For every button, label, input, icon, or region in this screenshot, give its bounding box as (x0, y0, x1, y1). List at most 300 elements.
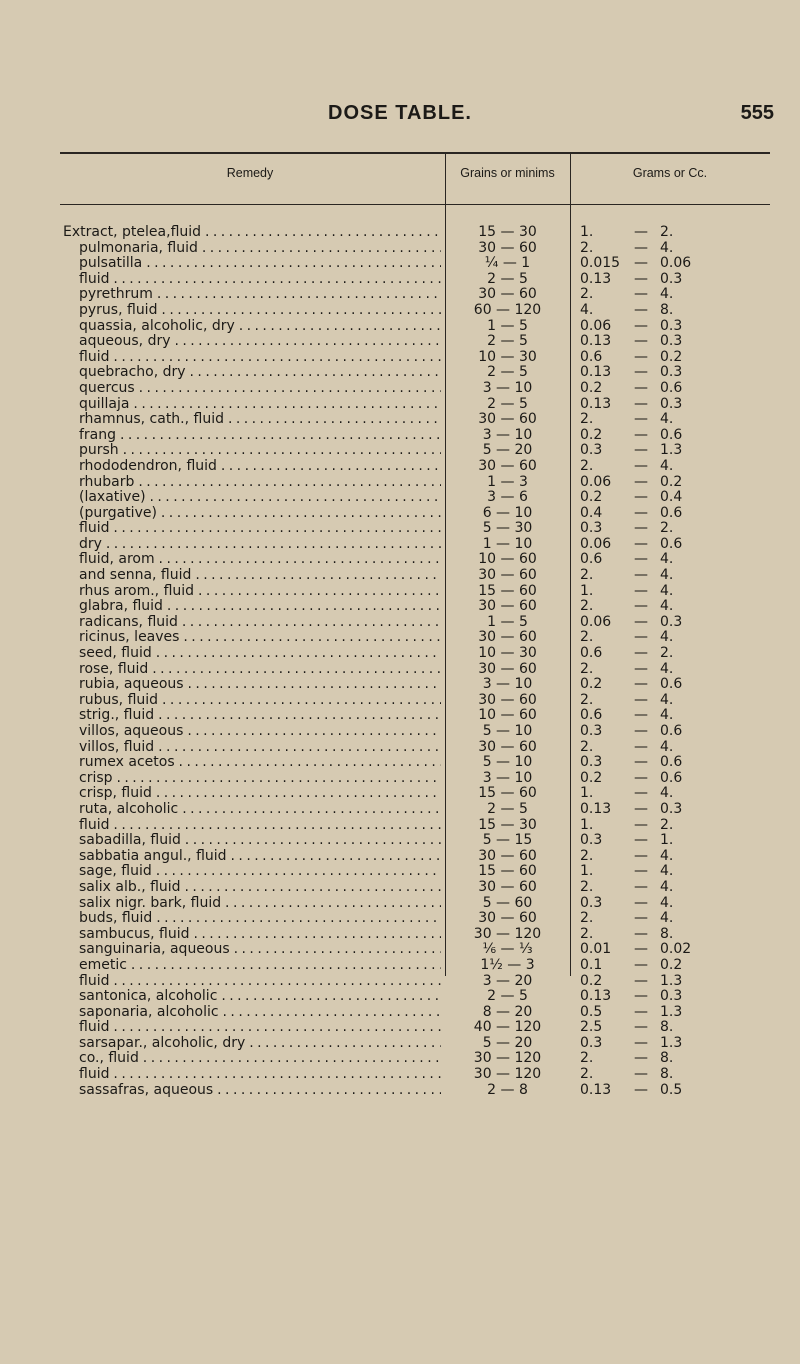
grains-cell: 3 — 10 (482, 426, 533, 443)
grams-low: 0.2 (580, 379, 603, 396)
range-dash: — (634, 645, 648, 662)
grains-cell: 2 — 5 (487, 800, 528, 817)
remedy-cell: rubus, fluid . . . (79, 693, 441, 709)
grains-cell: 3 — 10 (482, 379, 533, 396)
grains-cell: 30 — 60 (478, 910, 537, 927)
grams-high: 8. (660, 925, 674, 942)
remedy-cell: fluid . . . (79, 350, 441, 366)
grams-high: 4. (660, 582, 674, 599)
range-dash: — (634, 489, 648, 506)
range-dash: — (634, 457, 648, 474)
remedy-cell: fluid . . . (79, 521, 441, 537)
remedy-cell: rhododendron, fluid . . . (79, 459, 441, 475)
grains-cell: 5 — 10 (482, 723, 533, 739)
grains-cell: 5 — 10 (482, 754, 533, 771)
grams-low: 2. (580, 660, 594, 677)
grains-cell: 10 — 30 (478, 348, 537, 365)
table-row (0, 1005, 800, 1021)
table-row (0, 1020, 800, 1036)
grams-low: 2. (580, 239, 594, 256)
remedy-cell: strig., fluid . . . (79, 708, 441, 724)
range-dash: — (634, 629, 648, 646)
grams-low: 2. (580, 910, 594, 927)
range-dash: — (634, 613, 648, 630)
remedy-cell: (laxative) . . . (79, 490, 441, 506)
range-dash: — (634, 551, 648, 568)
range-dash: — (634, 301, 648, 318)
grams-high: 0.3 (660, 395, 683, 412)
grains-cell: 10 — 60 (478, 551, 537, 568)
remedy-cell: glabra, fluid . . . (79, 599, 441, 615)
range-dash: — (634, 832, 648, 849)
grains-cell: 30 — 120 (473, 925, 542, 942)
grams-low: 2. (580, 878, 594, 895)
range-dash: — (634, 224, 648, 240)
grams-high: 4. (660, 286, 674, 303)
dose-table-body (0, 225, 800, 1098)
table-row (0, 849, 800, 865)
remedy-cell: quillaja . . . (79, 397, 441, 413)
remedy-cell: crisp, fluid . . . (79, 786, 441, 802)
range-dash: — (634, 972, 648, 989)
range-dash: — (634, 863, 648, 880)
remedy-cell: sage, fluid . . . (79, 864, 441, 880)
grams-low: 2. (580, 847, 594, 864)
table-column-headings (0, 166, 800, 190)
table-row (0, 833, 800, 849)
grams-high: 0.02 (660, 941, 692, 958)
range-dash: — (634, 442, 648, 459)
grams-high: 0.06 (660, 255, 692, 272)
range-dash: — (634, 754, 648, 771)
range-dash: — (634, 800, 648, 817)
grams-high: 2. (660, 224, 674, 240)
grains-cell: 30 — 60 (478, 691, 537, 708)
grains-cell: 2 — 5 (487, 988, 528, 1005)
remedy-cell: salix alb., fluid . . . (79, 880, 441, 896)
grains-cell: 1½ — 3 (480, 956, 535, 973)
range-dash: — (634, 1081, 648, 1098)
page-header (0, 102, 800, 136)
remedy-cell: ricinus, leaves . . . (79, 630, 441, 646)
grams-low: 1. (580, 785, 594, 802)
range-dash: — (634, 738, 648, 755)
table-row (0, 755, 800, 771)
grams-low: 0.6 (580, 707, 603, 724)
grams-low: 0.06 (580, 535, 612, 552)
remedy-cell: saponaria, alcoholic . . . (79, 1005, 441, 1021)
grams-low: 0.2 (580, 489, 603, 506)
range-dash: — (634, 878, 648, 895)
grains-cell: 30 — 60 (478, 878, 537, 895)
grains-cell: 1 — 3 (487, 473, 528, 490)
grains-cell: 40 — 120 (473, 1019, 542, 1036)
remedy-cell: aqueous, dry . . . (79, 334, 441, 350)
table-row (0, 584, 800, 600)
range-dash: — (634, 988, 648, 1005)
table-row (0, 740, 800, 756)
range-dash: — (634, 364, 648, 381)
range-dash: — (634, 598, 648, 615)
grains-cell: 15 — 60 (478, 785, 537, 802)
table-row (0, 412, 800, 428)
grains-cell: 5 — 30 (482, 520, 533, 537)
grains-cell: 30 — 60 (478, 629, 537, 646)
grains-cell: 30 — 60 (478, 738, 537, 755)
grains-cell: 15 — 60 (478, 582, 537, 599)
remedy-cell: villos, aqueous . . . (79, 724, 441, 740)
table-row (0, 225, 800, 241)
grains-cell: 5 — 15 (482, 832, 533, 849)
remedy-cell: santonica, alcoholic . . . (79, 989, 441, 1005)
range-dash: — (634, 286, 648, 303)
grains-cell: 60 — 120 (473, 301, 542, 318)
remedy-cell: pursh . . . (79, 443, 441, 459)
remedy-cell: sanguinaria, aqueous . . . (79, 942, 441, 958)
range-dash: — (634, 723, 648, 739)
table-row (0, 256, 800, 272)
grams-low: 4. (580, 301, 594, 318)
range-dash: — (634, 270, 648, 287)
table-row (0, 911, 800, 927)
grams-low: 2. (580, 457, 594, 474)
range-dash: — (634, 925, 648, 942)
grams-low: 0.13 (580, 395, 612, 412)
grams-low: 1. (580, 863, 594, 880)
remedy-cell: emetic . . . (79, 958, 441, 974)
table-row (0, 786, 800, 802)
range-dash: — (634, 567, 648, 584)
grams-high: 0.3 (660, 800, 683, 817)
page-title: DOSE TABLE. (328, 102, 472, 124)
grains-cell: 3 — 10 (482, 769, 533, 786)
remedy-cell: crisp . . . (79, 771, 441, 787)
table-row (0, 537, 800, 553)
table-header-rule (60, 204, 770, 205)
grams-low: 0.13 (580, 333, 612, 350)
range-dash: — (634, 426, 648, 443)
remedy-cell: fluid . . . (79, 1067, 441, 1083)
grams-low: 0.3 (580, 832, 603, 849)
table-row (0, 599, 800, 615)
table-row (0, 287, 800, 303)
range-dash: — (634, 333, 648, 350)
grams-low: 0.13 (580, 1081, 612, 1098)
remedy-cell: sassafras, aqueous . . . (79, 1083, 441, 1099)
grains-cell: 3 — 10 (482, 676, 533, 693)
remedy-cell: ruta, alcoholic . . . (79, 802, 441, 818)
grams-high: 4. (660, 691, 674, 708)
remedy-cell: fluid . . . (79, 1020, 441, 1036)
table-row (0, 724, 800, 740)
grains-cell: 30 — 120 (473, 1066, 542, 1083)
remedy-cell: sarsapar., alcoholic, dry . . . (79, 1036, 441, 1052)
range-dash: — (634, 660, 648, 677)
grams-low: 2. (580, 738, 594, 755)
table-row (0, 490, 800, 506)
remedy-cell: fluid . . . (79, 818, 441, 834)
table-row (0, 241, 800, 257)
grams-low: 0.3 (580, 442, 603, 459)
grams-low: 0.2 (580, 769, 603, 786)
remedy-cell: rhubarb . . . (79, 475, 441, 491)
table-row (0, 864, 800, 880)
table-row (0, 1036, 800, 1052)
grams-low: 0.2 (580, 426, 603, 443)
remedy-cell: rhus arom., fluid . . . (79, 584, 441, 600)
range-dash: — (634, 941, 648, 958)
grams-high: 4. (660, 847, 674, 864)
table-row (0, 989, 800, 1005)
range-dash: — (634, 379, 648, 396)
grams-high: 0.3 (660, 613, 683, 630)
grams-high: 1.3 (660, 442, 683, 459)
grams-low: 0.3 (580, 894, 603, 911)
grains-cell: 30 — 60 (478, 847, 537, 864)
remedy-cell: quercus . . . (79, 381, 441, 397)
range-dash: — (634, 894, 648, 911)
grams-high: 4. (660, 863, 674, 880)
grains-cell: 30 — 60 (478, 457, 537, 474)
grams-low: 0.2 (580, 972, 603, 989)
grams-low: 2. (580, 629, 594, 646)
grams-high: 0.2 (660, 956, 683, 973)
grams-low: 0.13 (580, 800, 612, 817)
grams-low: 2. (580, 598, 594, 615)
grams-low: 0.13 (580, 364, 612, 381)
table-row (0, 942, 800, 958)
table-row (0, 662, 800, 678)
grains-cell: 30 — 60 (478, 567, 537, 584)
range-dash: — (634, 816, 648, 833)
table-row (0, 443, 800, 459)
grams-high: 4. (660, 411, 674, 428)
range-dash: — (634, 676, 648, 693)
grains-cell: 10 — 30 (478, 645, 537, 662)
remedy-cell: villos, fluid . . . (79, 740, 441, 756)
table-row (0, 552, 800, 568)
grams-high: 4. (660, 551, 674, 568)
grains-cell: 30 — 60 (478, 660, 537, 677)
remedy-cell: pyrus, fluid . . . (79, 303, 441, 319)
range-dash: — (634, 504, 648, 521)
range-dash: — (634, 910, 648, 927)
table-row (0, 693, 800, 709)
grams-high: 0.6 (660, 676, 683, 693)
grains-cell: 1 — 5 (487, 613, 528, 630)
grains-cell: 5 — 60 (482, 894, 533, 911)
range-dash: — (634, 239, 648, 256)
range-dash: — (634, 317, 648, 334)
range-dash: — (634, 847, 648, 864)
grains-cell: 30 — 60 (478, 239, 537, 256)
grams-high: 1.3 (660, 1003, 683, 1020)
grams-high: 0.5 (660, 1081, 683, 1098)
column-heading-grams: Grams or Cc. (632, 166, 708, 180)
table-row (0, 334, 800, 350)
grains-cell: 1 — 10 (482, 535, 533, 552)
range-dash: — (634, 1003, 648, 1020)
grams-low: 2. (580, 411, 594, 428)
grams-high: 1.3 (660, 1034, 683, 1051)
grams-low: 1. (580, 816, 594, 833)
grams-low: 0.2 (580, 676, 603, 693)
grams-low: 0.6 (580, 348, 603, 365)
range-dash: — (634, 473, 648, 490)
remedy-cell: pyrethrum . . . (79, 287, 441, 303)
range-dash: — (634, 707, 648, 724)
grams-low: 0.6 (580, 645, 603, 662)
table-row (0, 615, 800, 631)
table-row (0, 708, 800, 724)
range-dash: — (634, 1050, 648, 1067)
remedy-cell: seed, fluid . . . (79, 646, 441, 662)
range-dash: — (634, 1066, 648, 1083)
grams-high: 0.6 (660, 426, 683, 443)
grams-low: 0.06 (580, 317, 612, 334)
grains-cell: 2 — 5 (487, 333, 528, 350)
grains-cell: 8 — 20 (482, 1003, 533, 1020)
grams-high: 4. (660, 239, 674, 256)
grams-low: 0.3 (580, 754, 603, 771)
grams-high: 4. (660, 660, 674, 677)
grams-low: 2. (580, 691, 594, 708)
grams-high: 0.3 (660, 364, 683, 381)
grams-high: 4. (660, 567, 674, 584)
remedy-cell: frang . . . (79, 428, 441, 444)
grams-low: 0.06 (580, 613, 612, 630)
grams-high: 4. (660, 785, 674, 802)
grains-cell: 30 — 60 (478, 286, 537, 303)
remedy-cell: rhamnus, cath., fluid . . . (79, 412, 441, 428)
grains-cell: 2 — 5 (487, 364, 528, 381)
remedy-cell: dry . . . (79, 537, 441, 553)
grams-high: 0.4 (660, 489, 683, 506)
remedy-cell: quebracho, dry . . . (79, 365, 441, 381)
table-row (0, 475, 800, 491)
table-row (0, 381, 800, 397)
grains-cell: 30 — 60 (478, 598, 537, 615)
range-dash: — (634, 582, 648, 599)
remedy-cell: and senna, fluid . . . (79, 568, 441, 584)
grams-high: 0.6 (660, 769, 683, 786)
table-row (0, 272, 800, 288)
table-row (0, 521, 800, 537)
remedy-cell: fluid, arom . . . (79, 552, 441, 568)
grains-cell: 5 — 20 (482, 1034, 533, 1051)
grams-high: 2. (660, 645, 674, 662)
grams-high: 4. (660, 878, 674, 895)
table-row (0, 1051, 800, 1067)
grains-cell: 2 — 5 (487, 270, 528, 287)
grams-low: 0.3 (580, 723, 603, 739)
grams-high: 2. (660, 816, 674, 833)
column-heading-remedy: Remedy (226, 166, 274, 180)
grams-high: 0.3 (660, 317, 683, 334)
grams-high: 0.6 (660, 723, 683, 739)
grains-cell: 5 — 20 (482, 442, 533, 459)
table-row (0, 958, 800, 974)
grains-cell: 1 — 5 (487, 317, 528, 334)
grams-high: 4. (660, 457, 674, 474)
grams-high: 0.3 (660, 988, 683, 1005)
range-dash: — (634, 769, 648, 786)
grains-cell: 2 — 5 (487, 395, 528, 412)
grams-low: 2. (580, 1050, 594, 1067)
table-row (0, 365, 800, 381)
grams-low: 0.3 (580, 1034, 603, 1051)
page-number: 555 (740, 102, 774, 124)
table-row (0, 880, 800, 896)
range-dash: — (634, 785, 648, 802)
grams-low: 0.06 (580, 473, 612, 490)
remedy-cell: quassia, alcoholic, dry . . . (79, 319, 441, 335)
remedy-cell: sambucus, fluid . . . (79, 927, 441, 943)
grams-high: 4. (660, 738, 674, 755)
table-row (0, 646, 800, 662)
grams-high: 0.6 (660, 754, 683, 771)
remedy-cell: sabbatia angul., fluid . . . (79, 849, 441, 865)
remedy-cell: salix nigr. bark, fluid . . . (79, 896, 441, 912)
remedy-cell: rose, fluid . . . (79, 662, 441, 678)
table-row (0, 802, 800, 818)
table-row (0, 459, 800, 475)
grains-cell: 30 — 60 (478, 411, 537, 428)
grains-cell: ¼ — 1 (484, 255, 531, 272)
grains-cell: 15 — 30 (478, 816, 537, 833)
grams-low: 0.015 (580, 255, 621, 272)
table-row (0, 350, 800, 366)
grams-high: 1.3 (660, 972, 683, 989)
grams-high: 0.6 (660, 504, 683, 521)
remedy-cell: fluid . . . (79, 272, 441, 288)
table-row (0, 630, 800, 646)
table-row (0, 319, 800, 335)
grams-low: 0.13 (580, 270, 612, 287)
table-row (0, 397, 800, 413)
table-row (0, 818, 800, 834)
remedy-cell: sabadilla, fluid . . . (79, 833, 441, 849)
grams-low: 0.5 (580, 1003, 603, 1020)
remedy-cell: Extract, ptelea,fluid . . . (63, 225, 441, 241)
grains-cell: 3 — 20 (482, 972, 533, 989)
grams-low: 0.1 (580, 956, 603, 973)
range-dash: — (634, 411, 648, 428)
remedy-cell: fluid . . . (79, 974, 441, 990)
grains-cell: 6 — 10 (482, 504, 533, 521)
table-row (0, 506, 800, 522)
table-row (0, 927, 800, 943)
grains-cell: 2 — 8 (487, 1081, 528, 1098)
grams-high: 4. (660, 629, 674, 646)
table-row (0, 771, 800, 787)
grams-low: 1. (580, 224, 594, 240)
grams-low: 0.6 (580, 551, 603, 568)
remedy-cell: buds, fluid . . . (79, 911, 441, 927)
range-dash: — (634, 691, 648, 708)
grams-high: 0.6 (660, 379, 683, 396)
column-heading-grains: Grains or minims (460, 166, 555, 180)
range-dash: — (634, 535, 648, 552)
grams-high: 8. (660, 301, 674, 318)
grams-high: 4. (660, 707, 674, 724)
remedy-cell: (purgative) . . . (79, 506, 441, 522)
remedy-cell: pulsatilla . . . (79, 256, 441, 272)
grams-low: 2. (580, 925, 594, 942)
grains-cell: ⅙ — ⅓ (482, 941, 533, 958)
grams-low: 2.5 (580, 1019, 603, 1036)
table-row (0, 303, 800, 319)
